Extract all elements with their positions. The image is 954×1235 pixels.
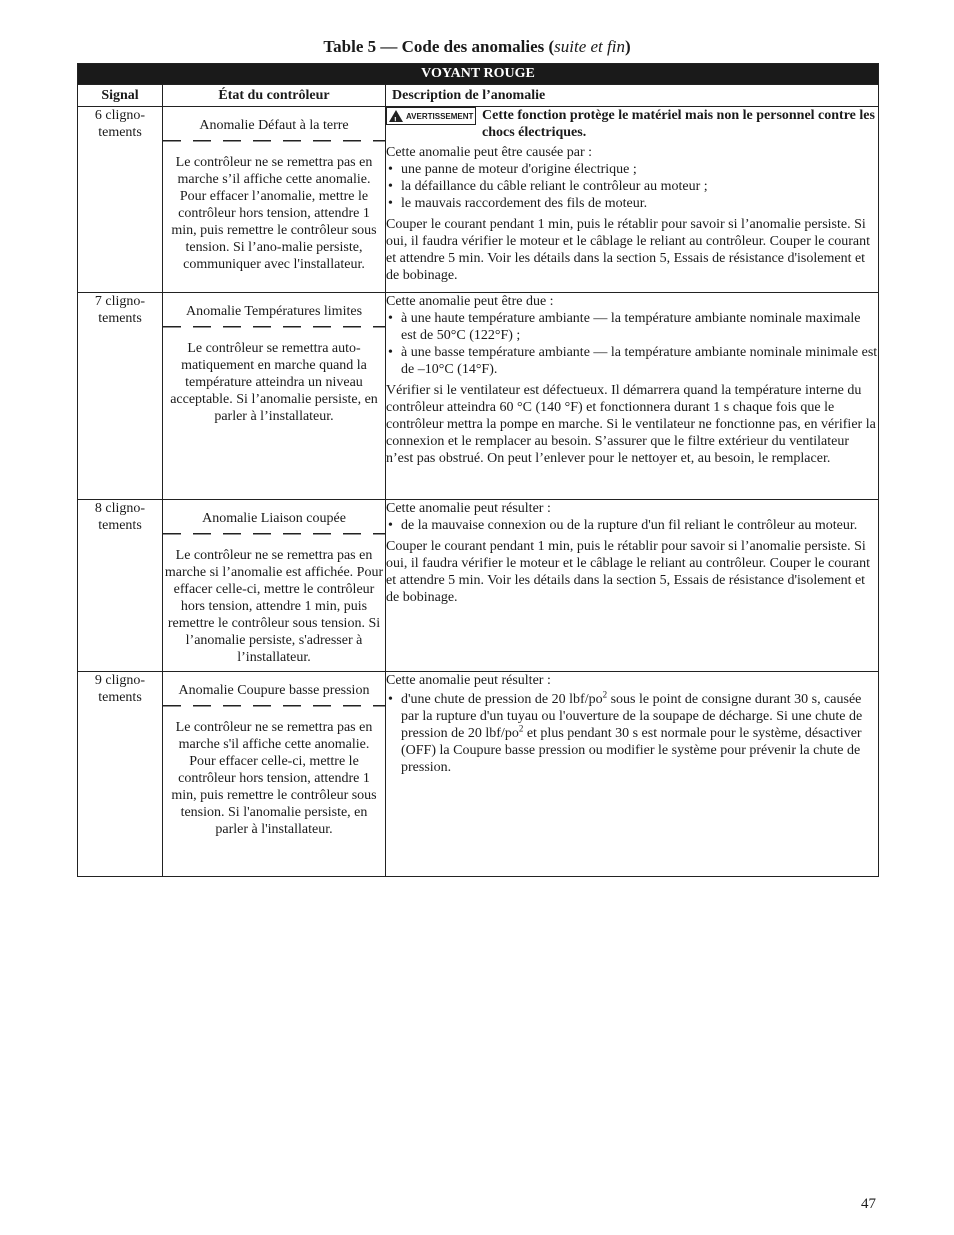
description-intro: Cette anomalie peut être due : [386,294,554,309]
state-cell [163,293,386,500]
page-number: 47 [861,1196,876,1212]
list-item: • à une basse température ambiante — la température ambiante nominale minimale est de –10°C (14°F). [401,344,878,378]
state-name: Anomalie Températures limites [185,304,363,319]
warning-badge [386,107,476,125]
table-banner: VOYANT ROUGE [78,64,879,85]
cause-list [386,517,878,534]
state-name: Anomalie Coupure basse pression [178,683,370,698]
list-item: • de la mauvaise connexion ou de la rupture d'un fil reliant le contrôleur au moteur. [401,517,878,534]
state-name: Anomalie Liaison coupée [202,511,346,526]
state-text: Le contrôleur se remettra auto-matiquement en marche quand la température atteindra un niveau acceptable. Si l’anomalie persiste, en parler à l’installateur. [170,341,378,424]
table-row [78,293,879,500]
state-cell [163,672,386,877]
col-header-signal: Signal [78,85,163,107]
state-cell [163,500,386,672]
list-item: • le mauvais raccordement des fils de moteur. [401,195,878,212]
list-item: • à une haute température ambiante — la température ambiante nominale maximale est de 50°C (122°F) ; [401,310,878,344]
signal-cell: 9 cligno- tements [78,672,163,877]
description-paragraph: Vérifier si le ventilateur est défectueux. Il démarrera quand la température interne du contrôleur atteindra 60 °C (140 °F) et fonctionnera durant 1 s chaque fois que le contrôleur mettra la pompe en marche. Si le ventilateur ne fonctionne pas, en vérifier la connexion et le remplacer au besoin. S’assurer que le filtre extérieur du ventilateur n’est pas obstrué. On peut l’enlever pour le nettoyer et, au besoin, le remplacer. [386,383,876,466]
list-item: • une panne de moteur d'origine électrique ; [401,161,878,178]
warning-label: AVERTISSEMENT [406,111,474,121]
cause-list [386,161,878,212]
cause-list [386,691,878,776]
list-item: • la défaillance du câble reliant le contrôleur au moteur ; [401,178,878,195]
state-text: Le contrôleur ne se remettra pas en marche si l’anomalie est affichée. Pour effacer celle-ci, mettre le contrôleur hors tension, attendre 1 min, puis remettre le contrôleur sous tension. Si l’anomalie persiste, s'adresser à l’installateur. [164,548,384,665]
description-intro: Cette anomalie peut résulter : [386,501,551,516]
signal-cell: 6 cligno- tements [78,107,163,293]
dashed-divider [163,326,385,334]
description-paragraph: Couper le courant pendant 1 min, puis le rétablir pour savoir si l’anomalie persiste. Si oui, il faudra vérifier le moteur et le câblage le reliant au contrôleur. Couper le courant et attendre 5 min. Voir les détails dans la section 5, Essais de résistance d'isolement et de bobinage. [386,217,870,283]
col-header-state: État du contrôleur [163,85,386,107]
dashed-divider [163,140,385,148]
state-cell [163,107,386,293]
dashed-divider [163,533,385,541]
page-title: Table 5 — Code des anomalies (suite et fin) [323,37,631,56]
state-name: Anomalie Défaut à la terre [199,118,349,133]
anomaly-table [77,63,879,877]
description-intro: Cette anomalie peut être causée par : [386,145,593,160]
warning-triangle-icon: ! [389,110,403,122]
state-text: Le contrôleur ne se remettra pas en marche s’il affiche cette anomalie. Pour effacer l’anomalie, mettre le contrôleur hors tension, attendre 1 min, puis remettre le contrôleur sous tension. Si l’ano-malie persiste, communiquer avec l'installateur. [171,155,377,272]
warning-block [386,107,878,141]
table-row [78,500,879,672]
description-cell [386,500,879,672]
col-header-description: Description de l’anomalie [386,85,879,107]
table-header-row [78,85,879,107]
description-cell [386,672,879,877]
description-cell [386,293,879,500]
signal-cell: 7 cligno- tements [78,293,163,500]
state-text: Le contrôleur ne se remettra pas en marche s'il affiche cette anomalie. Pour effacer celle-ci, mettre le contrôleur hors tension, attendre 1 min, puis remettre le contrôleur sous tension. Si l'anomalie persiste, en parler à l'installateur. [171,720,377,837]
dashed-divider [163,705,385,713]
list-item: • d'une chute de pression de 20 lbf/$po^2$ sous le point de consigne durant 30 s, causée par la rupture d'un tuyau ou l'ouverture de la soupape de décharge. Si une chute de pression de 20 lbf/$po^2$ et plus pendant 30 s est normale pour le système, désactiver (OFF) la Coupure basse pression ou modifier le système pour prévenir la chute de pression. [401,691,878,776]
description-intro: Cette anomalie peut résulter : [386,673,551,688]
signal-cell: 8 cligno- tements [78,500,163,672]
cause-list [386,310,878,378]
description-cell [386,107,879,293]
description-paragraph: Couper le courant pendant 1 min, puis le rétablir pour savoir si l’anomalie persiste. Si oui, il faudra vérifier le moteur et le câblage le reliant au contrôleur. Couper le courant et attendre 5 min. Voir les détails dans la section 5, Essais de résistance d'isolement et de bobinage. [386,539,870,605]
warning-text: Cette fonction protège le matériel mais non le personnel contre les chocs électriques. [482,108,875,140]
table-row [78,672,879,877]
table-row [78,107,879,293]
